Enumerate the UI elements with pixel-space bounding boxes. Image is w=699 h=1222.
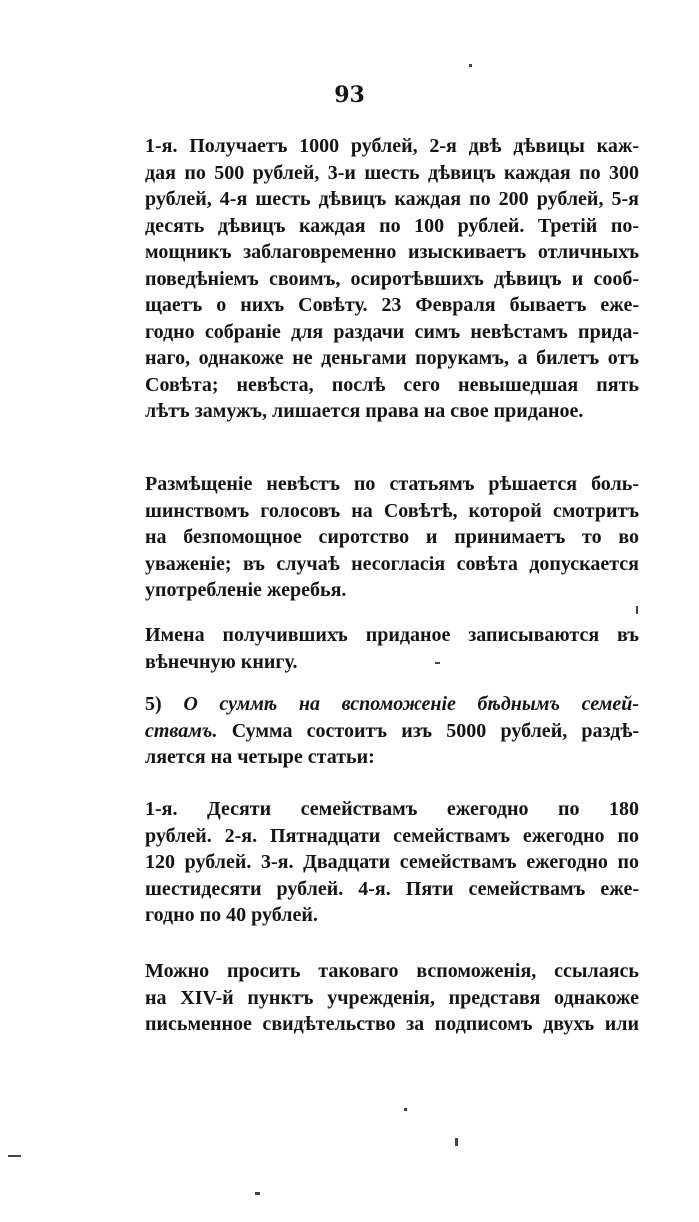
text-line [145, 718, 639, 745]
text-line: 120 рублей. 3-я. Двадцати семействамъ ежегодно по [145, 851, 639, 873]
text-line: шинствомъ голосовъ на Совѣтѣ, которой смотритъ [145, 499, 639, 522]
section-text: Сумма состоитъ изъ 5000 рублей, раздѣ- [217, 719, 639, 742]
paragraph-3 [145, 622, 639, 675]
section-heading: О суммѣ на вспоможеніе бѣднымъ семей- [183, 693, 640, 715]
text-line: уваженіе; въ случаѣ несогласія совѣта допускается [145, 552, 639, 575]
text-line: 1-я. Получаетъ 1000 рублей, 2-я двѣ дѣвицы каж- [145, 135, 639, 157]
section-number: 5) [145, 693, 162, 715]
scan-speck [8, 1155, 21, 1157]
text-line: Совѣта; невѣста, послѣ сего невышедшая пять [145, 373, 639, 396]
paragraph-6 [145, 958, 639, 1038]
text-line: щаетъ о нихъ Совѣту. 23 Февраля бываетъ еже- [145, 294, 639, 316]
text-line: рублей. 2-я. Пятнадцати семействамъ ежегодно по [145, 824, 639, 847]
text-line: на безпомощное сиротство и принимаетъ то во [145, 526, 639, 548]
text-line: письменное свидѣтельство за подписомъ двухъ или [145, 1013, 639, 1035]
text-line: шестидесяти рублей. 4-я. Пяти семействамъ еже- [145, 877, 639, 900]
text-line: на XIV-й пунктъ учрежденія, представя однакоже [145, 986, 639, 1009]
paragraph-5 [145, 796, 639, 929]
text-line: вѣнечную книгу. [145, 650, 298, 673]
text-line: десять дѣвицъ каждая по 100 рублей. Третій по- [145, 214, 639, 237]
page-number: 93 [334, 82, 365, 108]
text-line: поведѣніемъ своимъ, осиротѣвшихъ дѣвицъ и сооб- [145, 267, 639, 290]
text-line: наго, однакоже не деньгами порукамъ, а билетъ отъ [145, 347, 639, 369]
text-line: годно по 40 рублей. [145, 904, 318, 926]
paragraph-2 [145, 471, 639, 604]
section-heading-end: ствамъ. [145, 719, 218, 742]
paragraph-1 [145, 133, 639, 425]
text-line: лѣтъ замужъ, лишается права на свое приданое. [145, 400, 584, 422]
text-line: 1-я. Десяти семействамъ ежегодно по 180 [145, 798, 639, 820]
text-line: годно собраніе для раздачи симъ невѣстамъ прида- [145, 320, 639, 343]
scan-speck [455, 1138, 458, 1146]
paragraph-4 [145, 691, 639, 771]
text-line: ляется на четыре статьи: [145, 746, 375, 768]
scan-speck [636, 606, 638, 614]
scan-speck [469, 64, 472, 67]
scan-speck [404, 1108, 407, 1111]
text-line: рублей, 4-я шесть дѣвицъ каждая по 200 рублей, 5-я [145, 188, 639, 210]
text-line [145, 691, 639, 718]
text-line: Можно просить таковаго вспоможенія, ссылаясь [145, 960, 639, 982]
text-line: дая по 500 рублей, 3-и шесть дѣвицъ каждая по 300 [145, 161, 639, 184]
text-line: Размѣщеніе невѣстъ по статьямъ рѣшается боль- [145, 473, 639, 495]
text-line: употребленіе жеребья. [145, 579, 347, 601]
scan-speck [255, 1192, 260, 1195]
text-line: Имена получившихъ приданое записываются въ [145, 624, 639, 646]
text-line: мощникъ заблаговременно изыскиваетъ отличныхъ [145, 241, 639, 263]
scan-speck [435, 662, 440, 664]
